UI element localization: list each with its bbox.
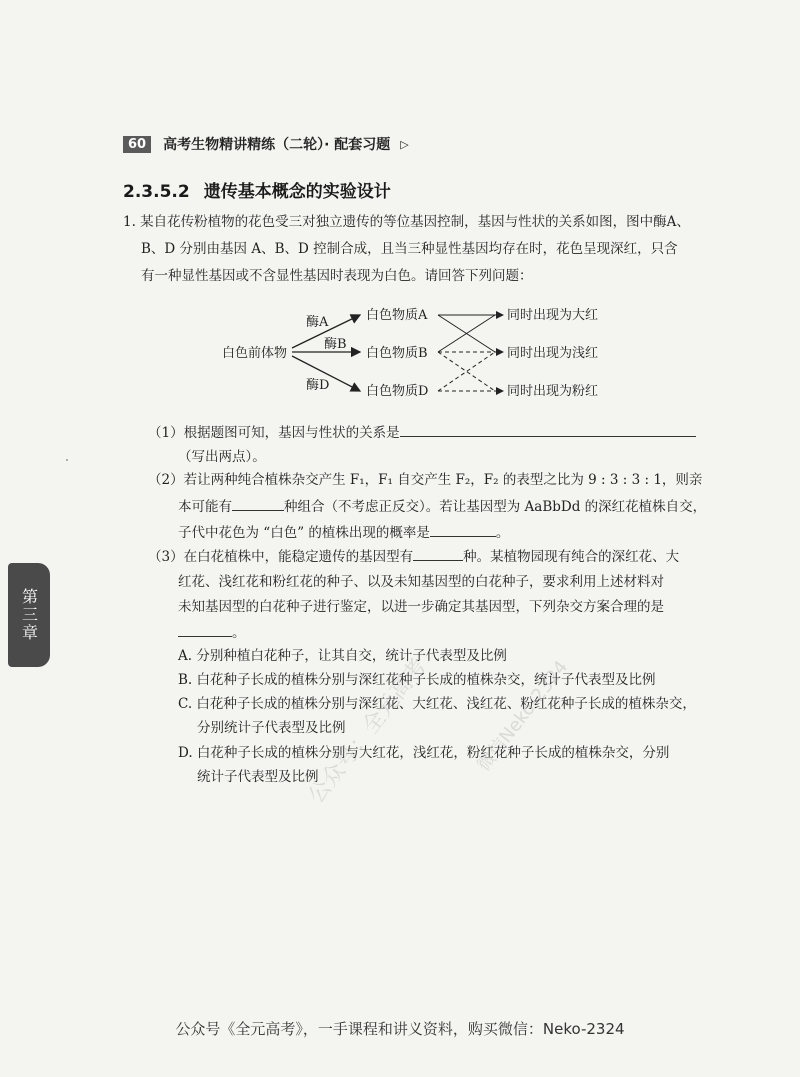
part2-line-3: [178, 522, 509, 543]
option-c[interactable]: C. 白花种子长成的植株分别与深红花、大红花、浅红花、粉红花种子长成的植株杂交，: [178, 696, 696, 712]
precursor-label: 白色前体物: [222, 346, 288, 361]
triangle-icon: ▷: [400, 137, 409, 151]
part2-text-b: 种组合（不考虑正反交）。若让基因型为 AaBbDd 的深红花植株自交，: [284, 499, 707, 515]
answer-blank-1[interactable]: [400, 422, 696, 437]
watermark: 公众号：全元高考: [303, 654, 433, 809]
product-b-label: 白色物质B: [366, 346, 428, 361]
book-title: 高考生物精讲精练（二轮）· 配套习题: [163, 137, 391, 153]
part2-text-a: 本可能有: [178, 499, 232, 515]
question-stem-line-3: 有一种显性基因或不含显性基因时表现为白色。请回答下列问题：: [141, 268, 533, 284]
part3-line-2: 红花、浅红花和粉红花的种子、以及未知基因型的白花种子，要求利用上述材料对: [178, 574, 664, 590]
section-number: 2.3.5.2: [123, 182, 190, 202]
part2-line-2: [178, 496, 706, 517]
part1-prompt: （1）根据题图可知，基因与性状的关系是: [148, 425, 400, 441]
part2-line-1: （2）若让两种纯合植株杂交产生 F₁，F₁ 自交产生 F₂，F₂ 的表型之比为 9 : 3 : 3 : 1，则亲: [148, 472, 703, 488]
footer-note: 公众号《全元高考》，一手课程和讲义资料，购买微信：Neko-2324: [175, 1020, 625, 1038]
product-d-label: 白色物质D: [366, 384, 429, 399]
answer-blank-2[interactable]: [232, 496, 284, 511]
part1-line-2: （写出两点）。: [178, 449, 266, 465]
enzyme-d-label: 酶D: [306, 378, 330, 393]
chapter-tab: [8, 563, 50, 667]
enzyme-b-label: 酶B: [324, 337, 347, 352]
section-heading: 遗传基本概念的实验设计: [203, 182, 391, 202]
part1-line-1: [148, 422, 696, 443]
outcome-3-label: 同时出现为粉红: [507, 384, 599, 399]
option-d-continued: 统计子代表型及比例: [197, 769, 319, 785]
answer-blank-5[interactable]: [178, 622, 232, 637]
section-title: [123, 177, 391, 202]
outcome-1-label: 同时出现为大红: [507, 308, 599, 323]
margin-dot: [66, 459, 68, 461]
part3-text-b: 种。某植物园现有纯合的深红花、大: [463, 549, 680, 565]
outcome-2-label: 同时出现为浅红: [507, 346, 599, 361]
answer-blank-4[interactable]: [413, 546, 463, 561]
question-stem-line-1: 1. 某自花传粉植物的花色受三对独立遗传的等位基因控制，基因与性状的关系如图，图中酶A、: [123, 214, 690, 230]
part3-text-a: （3）在白花植株中，能稳定遗传的基因型有: [148, 549, 414, 565]
page-number: 60: [123, 136, 151, 153]
option-a[interactable]: A. 分别种植白花种子，让其自交，统计子代表型及比例: [178, 648, 507, 664]
part2-text-c: 子代中花色为 “白色” 的植株出现的概率是: [178, 525, 430, 541]
part2-text-d: 。: [495, 525, 510, 541]
question-stem-line-2: B、D 分别由基因 A、B、D 控制合成，且当三种显性基因均存在时，花色呈现深红，只含: [141, 241, 678, 257]
option-b[interactable]: B. 白花种子长成的植株分别与深红花种子长成的植株杂交，统计子代表型及比例: [178, 672, 656, 688]
page-header: [123, 134, 409, 154]
option-c-continued: 分别统计子代表型及比例: [197, 720, 346, 736]
chapter-label: 第三章: [19, 588, 39, 642]
part3-line-3: 未知基因型的白花种子进行鉴定，以进一步确定其基因型，下列杂交方案合理的是: [178, 599, 664, 615]
answer-blank-3[interactable]: [430, 522, 496, 537]
product-a-label: 白色物质A: [366, 308, 428, 323]
part3-line-4: [178, 622, 246, 643]
pathway-diagram: [200, 296, 620, 411]
watermark-2: 微信Neko-2324: [473, 656, 573, 776]
part3-text-end: 。: [232, 625, 246, 641]
part3-line-1: [148, 546, 679, 567]
enzyme-a-label: 酶A: [306, 315, 329, 330]
option-d[interactable]: D. 白花种子长成的植株分别与大红花，浅红花，粉红花种子长成的植株杂交，分别: [178, 745, 670, 761]
